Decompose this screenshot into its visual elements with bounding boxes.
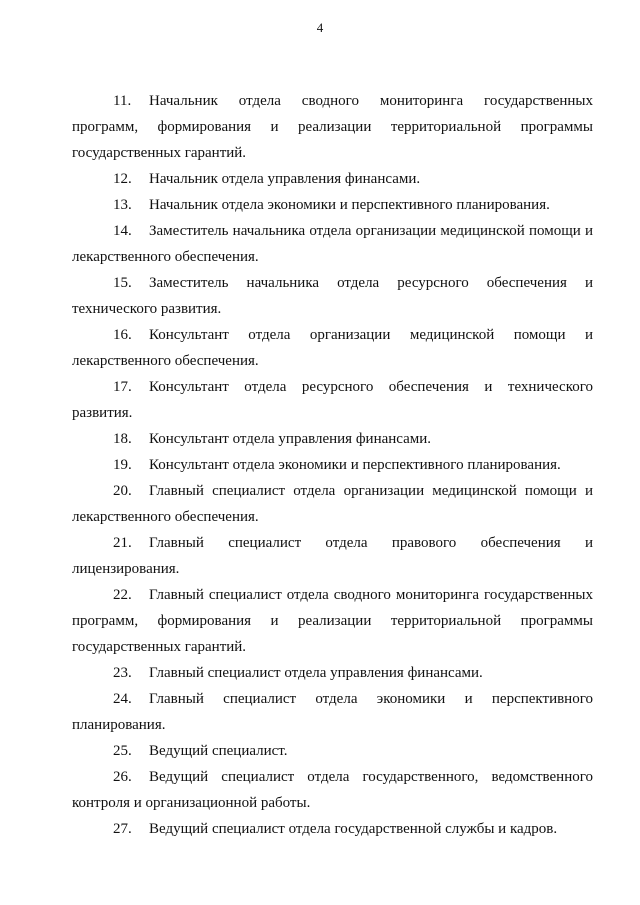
item-number: 27.	[113, 821, 132, 837]
list-item	[72, 660, 593, 686]
item-number: 11.	[113, 93, 132, 109]
list-item	[72, 686, 593, 738]
list-item	[72, 322, 593, 374]
item-text: Начальник отдела управления финансами.	[149, 171, 421, 187]
item-text: Ведущий специалист отдела государственной службы и кадров.	[149, 821, 558, 837]
list-item	[72, 270, 593, 322]
item-text: Начальник отдела сводного мониторинга государственных программ, формирования и реализации территориальной программы государственных гарантий.	[72, 93, 593, 161]
item-number: 17.	[113, 379, 132, 395]
item-number: 16.	[113, 327, 132, 343]
item-number: 15.	[113, 275, 132, 291]
item-number: 24.	[113, 691, 132, 707]
item-text: Ведущий специалист.	[149, 743, 288, 759]
item-text: Консультант отдела управления финансами.	[149, 431, 432, 447]
item-text: Главный специалист отдела организации медицинской помощи и лекарственного обеспечения.	[72, 483, 593, 525]
item-number: 14.	[113, 223, 132, 239]
item-number: 18.	[113, 431, 132, 447]
list-item	[72, 764, 593, 816]
item-text: Главный специалист отдела экономики и перспективного планирования.	[72, 691, 593, 733]
list-item	[72, 218, 593, 270]
item-text: Консультант отдела организации медицинской помощи и лекарственного обеспечения.	[72, 327, 593, 369]
item-text: Главный специалист отдела сводного мониторинга государственных программ, формирования и реализации территориальной программы государственных гарантий.	[72, 587, 593, 655]
item-text: Заместитель начальника отдела организации медицинской помощи и лекарственного обеспечения.	[72, 223, 593, 265]
item-number: 26.	[113, 769, 132, 785]
item-text: Ведущий специалист отдела государственного, ведомственного контроля и организационной работы.	[72, 769, 593, 811]
list-item	[72, 88, 593, 166]
list-item	[72, 478, 593, 530]
page-number: 4	[316, 20, 324, 35]
item-number: 13.	[113, 197, 132, 213]
item-number: 19.	[113, 457, 132, 473]
item-number: 21.	[113, 535, 132, 551]
list-item	[72, 816, 593, 842]
list-item	[72, 166, 593, 192]
item-number: 12.	[113, 171, 132, 187]
item-text: Главный специалист отдела управления финансами.	[149, 665, 483, 681]
item-number: 25.	[113, 743, 132, 759]
list-item	[72, 452, 593, 478]
list-item	[72, 192, 593, 218]
item-text: Главный специалист отдела правового обеспечения и лицензирования.	[72, 535, 593, 577]
list-item	[72, 426, 593, 452]
list-item	[72, 374, 593, 426]
item-number: 22.	[113, 587, 132, 603]
item-text: Начальник отдела экономики и перспективного планирования.	[149, 197, 550, 213]
item-text: Заместитель начальника отдела ресурсного обеспечения и технического развития.	[72, 275, 593, 317]
item-text: Консультант отдела экономики и перспективного планирования.	[149, 457, 561, 473]
item-number: 23.	[113, 665, 132, 681]
positions-list	[72, 88, 593, 842]
list-item	[72, 738, 593, 764]
list-item	[72, 582, 593, 660]
item-number: 20.	[113, 483, 132, 499]
item-text: Консультант отдела ресурсного обеспечения и технического развития.	[72, 379, 593, 421]
list-item	[72, 530, 593, 582]
